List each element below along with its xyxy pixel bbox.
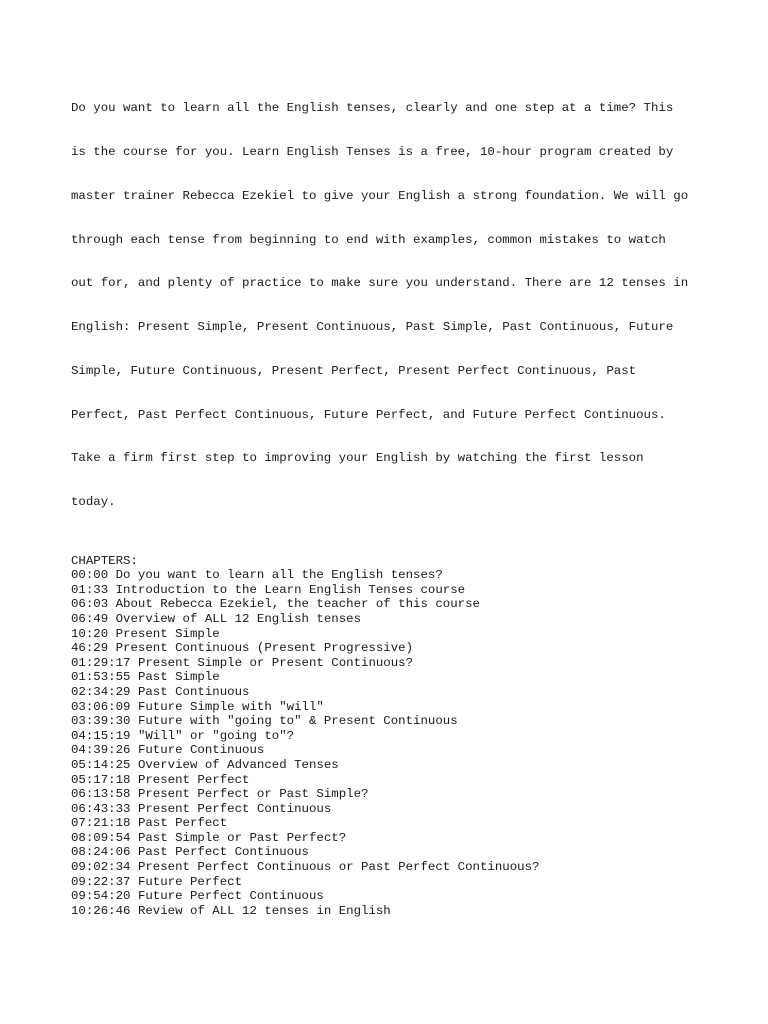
intro-line: Simple, Future Continuous, Present Perfect, Present Perfect Continuous, Past [71,363,637,378]
chapter-item [71,583,711,598]
chapter-timestamp[interactable]: 03:39:30 [71,714,131,729]
chapter-title: Introduction to the Learn English Tenses course [115,582,466,597]
chapter-title: Future Continuous [137,743,265,758]
chapter-title: Overview of ALL 12 English tenses [115,611,361,626]
document-page [71,72,711,918]
chapter-item [71,845,711,860]
intro-line: today. [71,495,116,510]
chapter-timestamp[interactable]: 04:39:26 [71,743,131,758]
chapter-item [71,773,711,788]
chapter-item [71,627,711,642]
chapter-timestamp[interactable]: 01:29:17 [71,655,131,670]
chapter-item [71,729,711,744]
chapter-timestamp[interactable]: 08:09:54 [71,830,131,845]
chapter-item [71,612,711,627]
chapter-timestamp[interactable]: 06:43:33 [71,801,131,816]
chapter-title: Present Continuous (Present Progressive) [115,641,414,656]
chapters-heading: CHAPTERS: [71,553,138,568]
chapter-list [71,568,711,918]
chapter-item [71,831,711,846]
chapter-item [71,568,711,583]
chapter-title: About Rebecca Ezekiel, the teacher of this course [115,597,480,612]
chapter-title: Review of ALL 12 tenses in English [137,903,391,918]
chapter-timestamp[interactable]: 06:13:58 [71,787,131,802]
chapter-title: Future Perfect Continuous [137,889,324,904]
chapter-title: Future with "going to" & Present Continuous [137,714,458,729]
chapter-timestamp[interactable]: 09:54:20 [71,889,131,904]
chapter-item [71,816,711,831]
chapter-title: Past Perfect Continuous [137,845,309,860]
chapter-timestamp[interactable]: 02:34:29 [71,684,131,699]
chapter-timestamp[interactable]: 06:49 [71,611,109,626]
intro-line: through each tense from beginning to end with examples, common mistakes to watch [71,232,666,247]
chapter-timestamp[interactable]: 09:22:37 [71,874,131,889]
chapter-title: Future Perfect [137,874,243,889]
chapter-item [71,743,711,758]
chapter-timestamp[interactable]: 03:06:09 [71,699,131,714]
intro-line: master trainer Rebecca Ezekiel to give your English a strong foundation. We will go [71,188,689,203]
chapter-timestamp[interactable]: 05:17:18 [71,772,131,787]
chapter-timestamp[interactable]: 09:02:34 [71,860,131,875]
chapter-item [71,787,711,802]
chapter-title: Present Perfect or Past Simple? [137,787,369,802]
intro-line: is the course for you. Learn English Tenses is a free, 10-hour program created by [71,144,674,159]
intro-line: Perfect, Past Perfect Continuous, Future Perfect, and Future Perfect Continuous. [71,407,666,422]
chapter-item [71,670,711,685]
chapter-timestamp[interactable]: 10:20 [71,626,109,641]
chapter-timestamp[interactable]: 46:29 [71,641,109,656]
chapter-title: Present Simple or Present Continuous? [137,655,414,670]
chapter-timestamp[interactable]: 08:24:06 [71,845,131,860]
chapter-title: "Will" or "going to"? [137,728,295,743]
chapter-timestamp[interactable]: 00:00 [71,568,109,583]
chapter-item [71,597,711,612]
chapter-title: Present Perfect [137,772,250,787]
chapter-item [71,685,711,700]
chapter-title: Past Simple or Past Perfect? [137,830,347,845]
intro-line: Do you want to learn all the English tenses, clearly and one step at a time? This [71,101,674,116]
chapter-timestamp[interactable]: 06:03 [71,597,109,612]
chapter-item [71,904,711,919]
intro-line: out for, and plenty of practice to make sure you understand. There are 12 tenses in [71,276,689,291]
chapter-item [71,860,711,875]
chapter-timestamp[interactable]: 05:14:25 [71,757,131,772]
chapter-title: Past Perfect [137,816,228,831]
chapter-item [71,641,711,656]
chapter-item [71,875,711,890]
intro-line: English: Present Simple, Present Continuous, Past Simple, Past Continuous, Future [71,320,674,335]
chapter-timestamp[interactable]: 07:21:18 [71,816,131,831]
chapter-title: Past Continuous [137,684,250,699]
chapter-timestamp[interactable]: 01:33 [71,582,109,597]
chapter-title: Present Perfect Continuous or Past Perfect Continuous? [137,860,540,875]
chapter-item [71,700,711,715]
chapter-timestamp[interactable]: 04:15:19 [71,728,131,743]
chapter-item [71,758,711,773]
chapter-item [71,714,711,729]
chapter-title: Past Simple [137,670,220,685]
chapter-item [71,656,711,671]
chapter-title: Overview of Advanced Tenses [137,757,339,772]
chapter-item [71,889,711,904]
chapter-title: Future Simple with "will" [137,699,324,714]
intro-line: Take a firm first step to improving your English by watching the first lesson [71,451,644,466]
chapter-item [71,802,711,817]
chapter-title: Present Simple [115,626,220,641]
chapter-title: Do you want to learn all the English tenses? [115,568,443,583]
chapter-timestamp[interactable]: 01:53:55 [71,670,131,685]
intro-paragraph [71,72,711,539]
chapter-timestamp[interactable]: 10:26:46 [71,903,131,918]
chapter-title: Present Perfect Continuous [137,801,332,816]
